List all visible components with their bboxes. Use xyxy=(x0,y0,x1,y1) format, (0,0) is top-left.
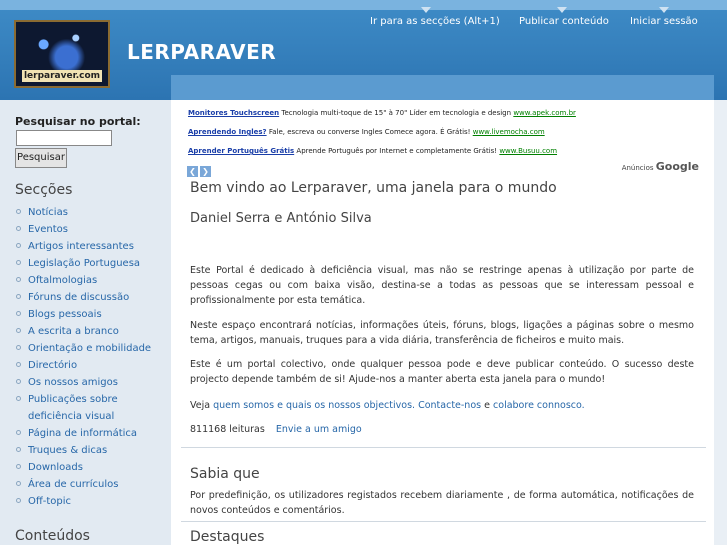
publish-content-link[interactable]: Publicar conteúdo xyxy=(519,16,609,27)
ad-navigation xyxy=(187,159,213,178)
bullet-icon xyxy=(16,328,21,333)
bullet-icon xyxy=(16,243,21,248)
send-to-friend-link[interactable]: Envie a um amigo xyxy=(275,424,362,435)
search-input[interactable] xyxy=(16,130,112,146)
article-paragraph: Este é um portal colectivo, onde qualquer pessoa pode e deve publicar conteúdo. O sucesso deste projecto depende também de si! Ajude-nos a manter aberta esta janela para o mundo! xyxy=(190,359,694,385)
content-top-bar xyxy=(171,75,714,100)
google-logo-text: Google xyxy=(655,160,699,173)
login-link[interactable]: Iniciar sessão xyxy=(630,16,698,27)
bullet-icon xyxy=(16,430,21,435)
bullet-icon xyxy=(16,277,21,282)
ad-text: Aprende Português por Internet e completamente Grátis! xyxy=(296,147,498,155)
sidebar-item-blogs[interactable]: Blogs pessoais xyxy=(15,306,165,323)
chevron-right-icon[interactable]: ❯ xyxy=(200,166,211,177)
chevron-down-icon xyxy=(557,7,567,13)
sidebar-item-escrita[interactable]: A escrita a branco xyxy=(15,323,165,340)
bullet-icon xyxy=(16,226,21,231)
sidebar-item-informatica[interactable]: Página de informática xyxy=(15,425,165,442)
bullet-icon xyxy=(16,464,21,469)
collaborate-link[interactable]: colabore connosco. xyxy=(493,400,585,411)
site-title[interactable]: LERPARAVER xyxy=(127,40,277,64)
article-paragraph: Este Portal é dedicado à deficiência visual, mas não se restringe apenas à utilização por parte de pessoas cegas ou com baixa visão, destina-se a todas as pessoas que se interessam pessoal e profissionalmente por esta temática. xyxy=(190,265,694,306)
sections-heading: Secções xyxy=(15,182,73,198)
search-label: Pesquisar no portal: xyxy=(15,115,141,128)
article-meta xyxy=(190,424,362,435)
bullet-icon xyxy=(16,209,21,214)
sidebar-item-truques[interactable]: Truques & dicas xyxy=(15,442,165,459)
skip-to-sections-link[interactable]: Ir para as secções (Alt+1) xyxy=(370,16,500,27)
site-header xyxy=(0,0,727,100)
about-us-link[interactable]: quem somos e quais os nossos objectivos. xyxy=(213,400,416,411)
article-links-paragraph: Veja quem somos e quais os nossos objectivos. Contacte-nos e colabore connosco. xyxy=(190,400,585,411)
search-button[interactable]: Pesquisar xyxy=(15,148,67,168)
sidebar-item-publicacoes[interactable]: Publicações sobre deficiência visual xyxy=(15,391,165,425)
sabia-heading: Sabia que xyxy=(190,466,260,482)
ad-title[interactable]: Aprendendo Ingles? xyxy=(188,128,267,136)
chevron-down-icon xyxy=(659,7,669,13)
sidebar-item-noticias[interactable]: Notícias xyxy=(15,204,165,221)
bullet-icon xyxy=(16,498,21,503)
ad-text: Fale, escreva ou converse Ingles Comece agora. É Grátis! xyxy=(268,128,471,136)
contents-heading: Conteúdos xyxy=(15,528,90,544)
sidebar xyxy=(0,100,171,545)
ad-url[interactable]: www.apek.com.br xyxy=(513,109,576,117)
ad-text: Tecnologia multi-toque de 15" à 70" Líder em tecnologia e design xyxy=(281,109,512,117)
ad-url[interactable]: www.livemocha.com xyxy=(472,128,545,136)
chevron-down-icon xyxy=(421,7,431,13)
sidebar-item-eventos[interactable]: Eventos xyxy=(15,221,165,238)
ad-row[interactable] xyxy=(188,107,708,126)
bullet-icon xyxy=(16,345,21,350)
ad-block xyxy=(188,107,708,164)
bullet-icon xyxy=(16,294,21,299)
ad-title[interactable]: Aprender Português Grátis xyxy=(188,147,295,155)
sections-list xyxy=(15,204,165,510)
destaques-heading: Destaques xyxy=(190,529,265,545)
bullet-icon xyxy=(16,260,21,265)
site-logo[interactable] xyxy=(14,20,110,88)
bullet-icon xyxy=(16,447,21,452)
ad-url[interactable]: www.Busuu.com xyxy=(499,147,558,155)
sidebar-item-downloads[interactable]: Downloads xyxy=(15,459,165,476)
sidebar-item-oftalmologias[interactable]: Oftalmologias xyxy=(15,272,165,289)
sidebar-item-artigos[interactable]: Artigos interessantes xyxy=(15,238,165,255)
bullet-icon xyxy=(16,362,21,367)
bullet-icon xyxy=(16,311,21,316)
sidebar-item-foruns[interactable]: Fóruns de discussão xyxy=(15,289,165,306)
chevron-left-icon[interactable]: ❮ xyxy=(187,166,198,177)
main-content xyxy=(171,100,714,545)
article-authors: Daniel Serra e António Silva xyxy=(190,211,372,226)
sidebar-item-orientacao[interactable]: Orientação e mobilidade xyxy=(15,340,165,357)
sidebar-item-amigos[interactable]: Os nossos amigos xyxy=(15,374,165,391)
ad-row[interactable] xyxy=(188,126,708,145)
article-title: Bem vindo ao Lerparaver, uma janela para o mundo xyxy=(190,180,557,196)
section-divider xyxy=(181,521,706,522)
logo-text: lerparaver.com xyxy=(23,71,101,81)
bullet-icon xyxy=(16,396,21,401)
ad-title[interactable]: Monitores Touchscreen xyxy=(188,109,280,117)
sidebar-item-legislacao[interactable]: Legislação Portuguesa xyxy=(15,255,165,272)
section-divider xyxy=(181,447,706,448)
bullet-icon xyxy=(16,379,21,384)
sidebar-item-curriculos[interactable]: Área de currículos xyxy=(15,476,165,493)
article-paragraph: Neste espaço encontrará notícias, informações úteis, fóruns, blogs, ligações a páginas sobre o mesmo tema, artigos, manuais, truques para a vida diária, transferência de ficheiros e muito mais. xyxy=(190,320,694,346)
contact-link[interactable]: Contacte-nos xyxy=(418,400,482,411)
bullet-icon xyxy=(16,481,21,486)
sabia-text: Por predefinição, os utilizadores registados recebem diariamente , de forma automática, notificações de novos conteúdos e comentários. xyxy=(190,490,694,516)
sidebar-item-off-topic[interactable]: Off-topic xyxy=(15,493,165,510)
sidebar-item-directorio[interactable]: Directório xyxy=(15,357,165,374)
header-top-strip xyxy=(0,0,727,10)
read-count: 811168 leituras xyxy=(190,424,265,435)
ads-by-google[interactable]: Anúncios Google xyxy=(621,160,699,173)
